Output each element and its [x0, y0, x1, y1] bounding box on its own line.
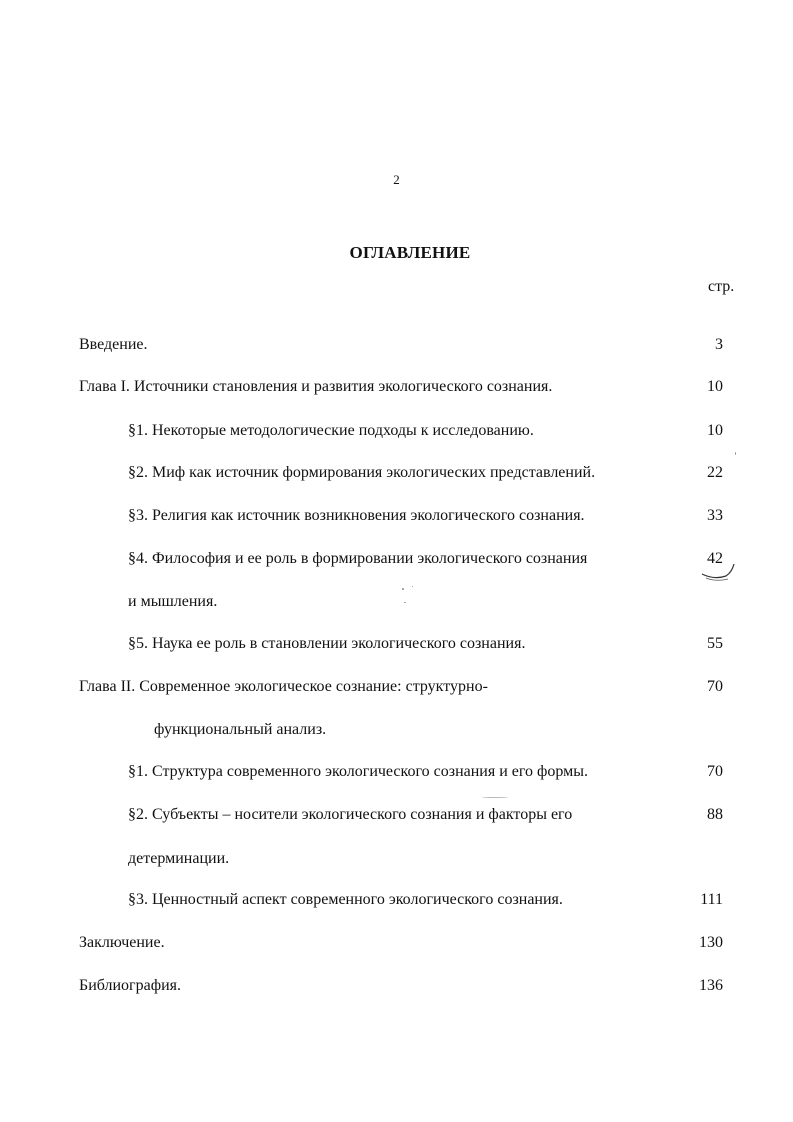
- toc-entry-ch2-section-2: §2. Субъекты – носители экологического сознания и факторы его: [128, 806, 573, 823]
- toc-entry-ch1-section-2: §2. Миф как источник формирования экологических представлений.: [128, 464, 596, 481]
- scan-speck: [402, 588, 404, 590]
- toc-page-ch2-section-2: 88: [707, 806, 723, 823]
- handwritten-underline-mark: [700, 560, 740, 584]
- toc-entry-intro: Введение.: [79, 336, 148, 353]
- toc-page-conclusion: 130: [699, 934, 723, 951]
- toc-page-ch1-section-2: 22: [707, 464, 723, 481]
- toc-entry-ch1-section-5: §5. Наука ее роль в становлении экологического сознания.: [128, 635, 526, 652]
- toc-page-chapter-2: 70: [707, 678, 723, 695]
- toc-entry-ch2-section-1: §1. Структура современного экологического сознания и его формы.: [128, 763, 589, 780]
- toc-page-ch2-section-1: 70: [707, 763, 723, 780]
- toc-entry-bibliography: Библиография.: [79, 977, 181, 994]
- toc-entry-chapter-2: Глава II. Современное экологическое сознание: структурно-: [79, 678, 488, 695]
- toc-page-chapter-1: 10: [707, 378, 723, 395]
- toc-page-bibliography: 136: [699, 977, 723, 994]
- toc-entry-chapter-1: Глава I. Источники становления и развития экологического сознания.: [79, 378, 553, 395]
- toc-page-ch1-section-3: 33: [707, 507, 723, 524]
- scan-speck: [482, 797, 508, 798]
- toc-entry-ch1-section-4-continued: и мышления.: [128, 593, 218, 610]
- toc-entry-ch1-section-3: §3. Религия как источник возникновения экологического сознания.: [128, 507, 585, 524]
- toc-entry-conclusion: Заключение.: [79, 934, 165, 951]
- toc-entry-ch2-section-3: §3. Ценностный аспект современного экологического сознания.: [128, 891, 563, 908]
- toc-page-intro: 3: [715, 336, 723, 353]
- toc-entry-ch1-section-4: §4. Философия и ее роль в формировании экологического сознания: [128, 550, 588, 567]
- toc-page-ch1-section-5: 55: [707, 635, 723, 652]
- toc-page-ch1-section-1: 10: [707, 422, 723, 439]
- page-title: ОГЛАВЛЕНИЕ: [349, 243, 471, 262]
- scan-speck: [404, 602, 406, 603]
- page-column-header: стр.: [708, 278, 735, 295]
- toc-entry-chapter-2-continued: функциональный анализ.: [154, 721, 327, 738]
- toc-entry-ch1-section-1: §1. Некоторые методологические подходы к исследованию.: [128, 422, 534, 439]
- toc-page-ch1-section-4: 42: [707, 550, 723, 567]
- page-number: 2: [393, 172, 400, 187]
- scan-speck: [735, 452, 736, 455]
- toc-page-ch2-section-3: 111: [700, 891, 723, 908]
- toc-entry-ch2-section-2-continued: детерминации.: [128, 850, 230, 867]
- scan-speck: [412, 586, 413, 587]
